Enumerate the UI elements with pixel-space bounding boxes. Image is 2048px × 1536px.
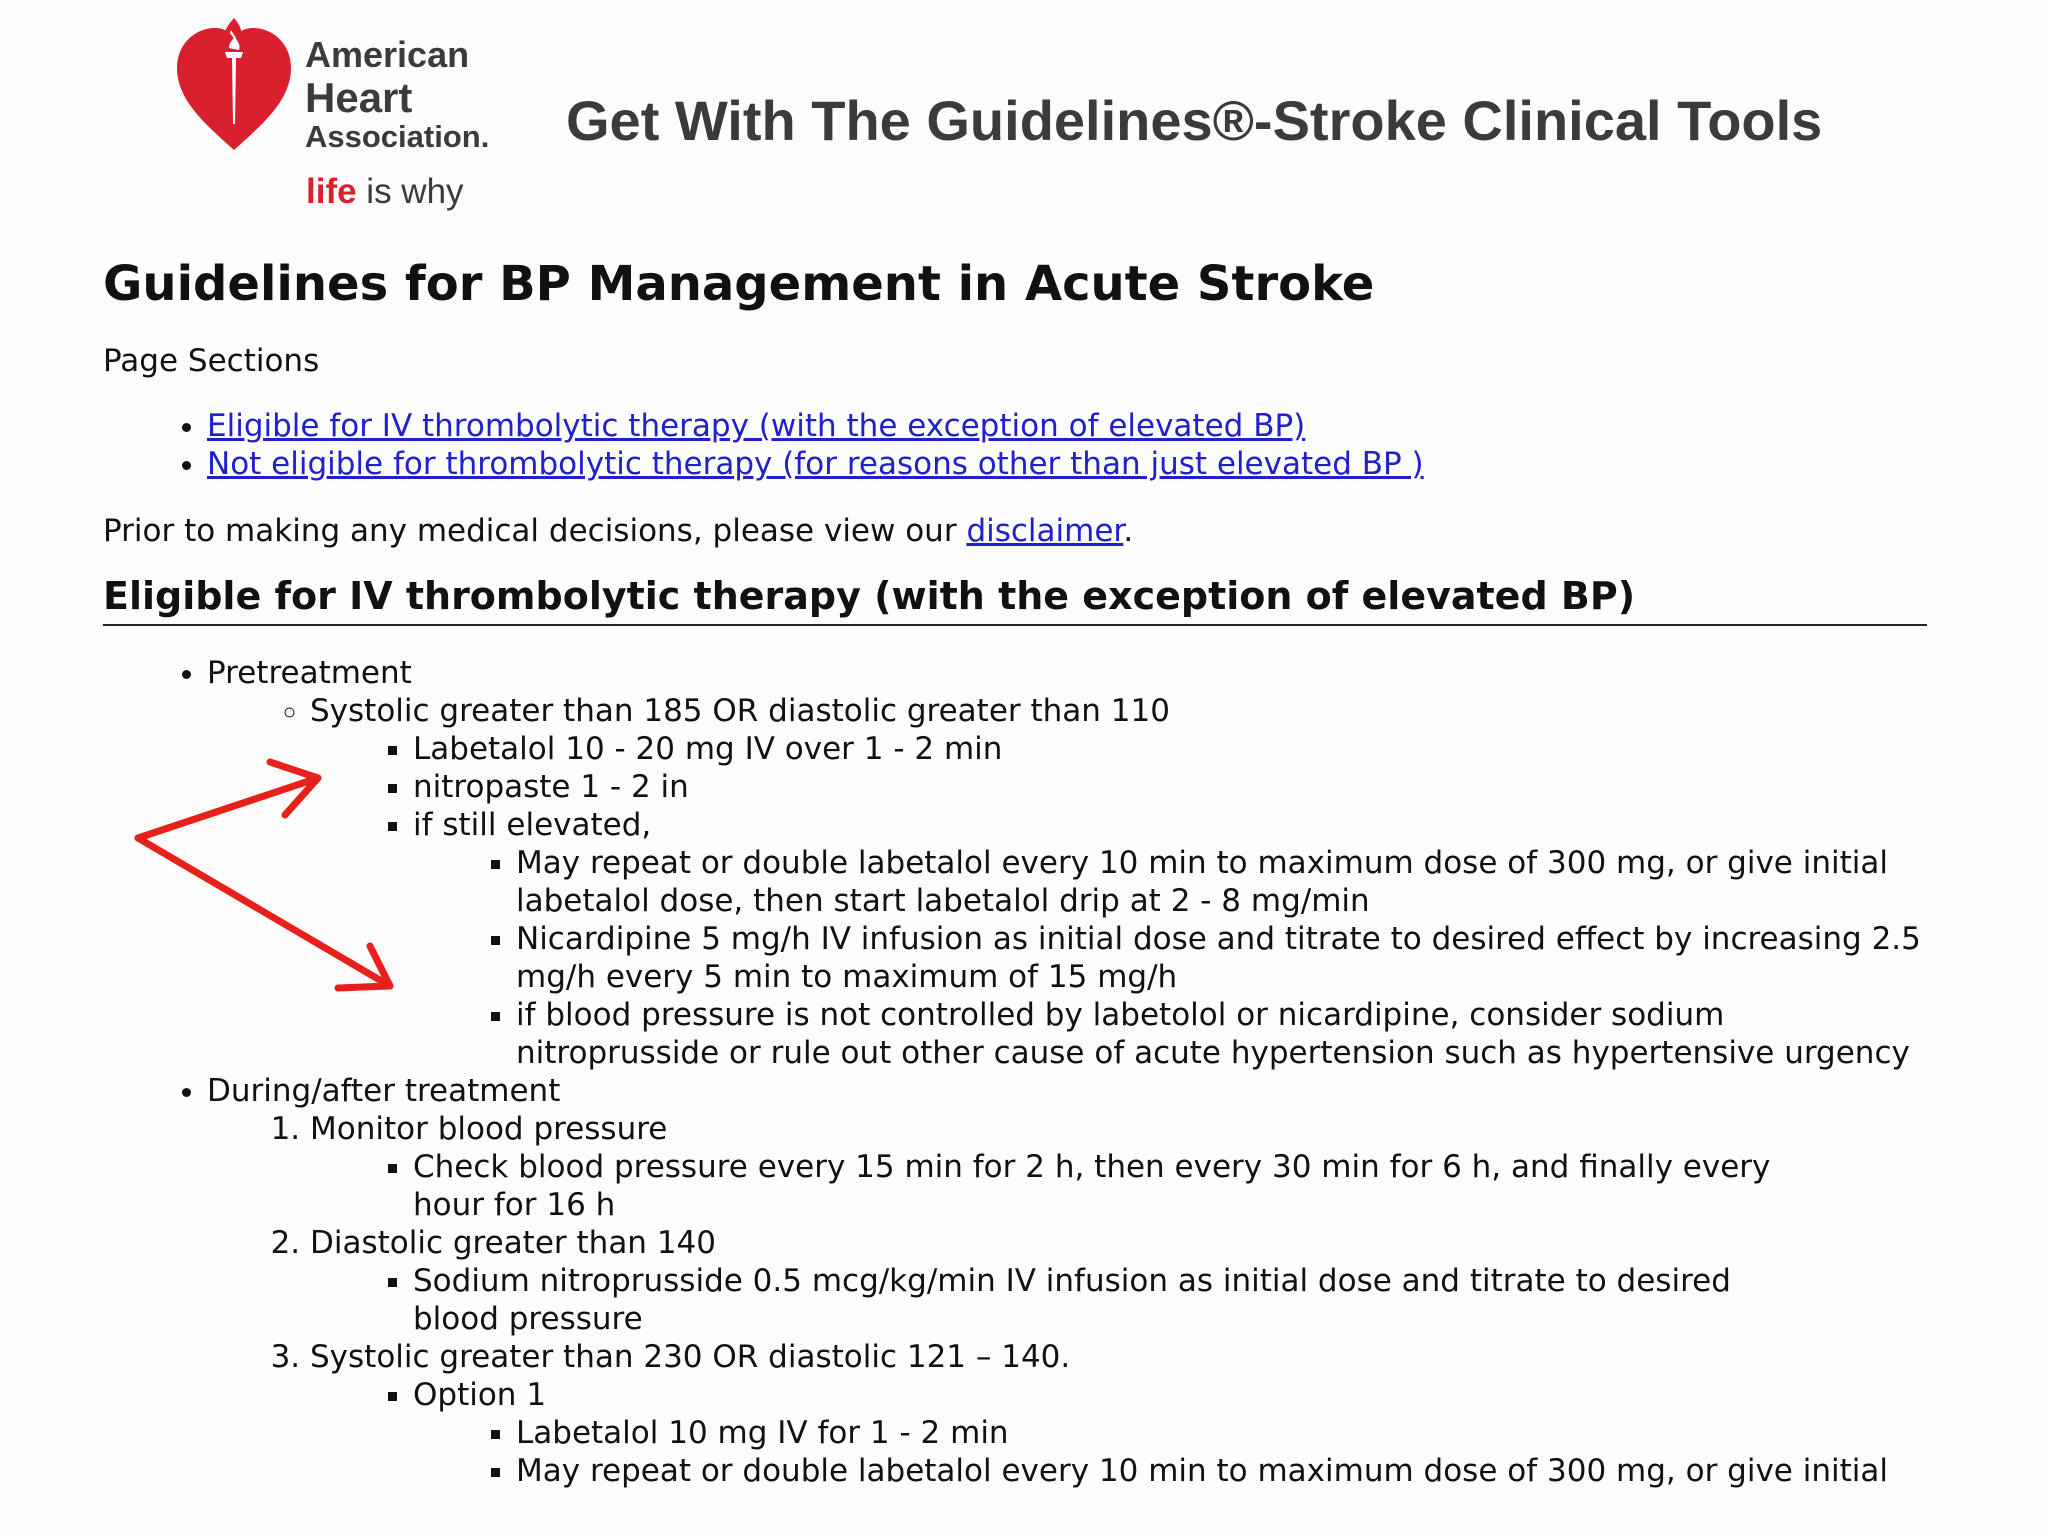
step-items (310, 1148, 1933, 1224)
disclaimer-prefix: Prior to making any medical decisions, please view our (103, 513, 967, 549)
org-name-line2: Heart (305, 73, 413, 121)
step-items (310, 1262, 1933, 1338)
section-heading-eligible: Eligible for IV thrombolytic therapy (with the exception of elevated BP) (103, 574, 1927, 626)
pretreatment-items (310, 730, 1933, 1072)
pretreatment-sublist (207, 692, 1933, 1072)
toc-link-eligible[interactable]: Eligible for IV thrombolytic therapy (with the exception of elevated BP) (207, 408, 1306, 444)
option-items (413, 1414, 1933, 1490)
list-item: ▪ Nicardipine 5 mg/h IV infusion as initial dose and titrate to desired effect by increasing 2.5 mg/h every 5 min to maximum of 15 mg/h (516, 920, 1926, 996)
step-items (310, 1376, 1933, 1490)
tagline-rest: is why (356, 172, 464, 211)
heart-torch-icon (175, 12, 293, 152)
pretreatment-condition: Systolic greater than 185 OR diastolic greater than 110 (310, 693, 1170, 729)
toc-item (207, 407, 1933, 445)
page-sections-list (103, 407, 1933, 483)
list-item: ▪ nitropaste 1 - 2 in (413, 768, 1933, 806)
page-title: Guidelines for BP Management in Acute Stroke (103, 256, 1375, 312)
org-name-line1: American (305, 34, 470, 75)
list-item: ▪ Sodium nitroprusside 0.5 mcg/kg/min IV infusion as initial dose and titrate to desired blood pressure (413, 1262, 1823, 1338)
list-item (310, 1224, 1933, 1338)
disclaimer-link[interactable]: disclaimer (966, 513, 1124, 549)
list-item: ▪ if blood pressure is not controlled by labetolol or nicardipine, consider sodium nitroprusside or rule out other cause of acute hypertension such as hypertensive urgency (516, 996, 1926, 1072)
list-item (310, 692, 1933, 1072)
page-sections-label: Page Sections (103, 343, 320, 379)
still-elevated-items (413, 844, 1933, 1072)
list-item (207, 654, 1933, 1072)
list-item (207, 1072, 1933, 1490)
toc-link-not-eligible[interactable]: Not eligible for thrombolytic therapy (for reasons other than just elevated BP ) (207, 446, 1424, 482)
aha-logo (175, 12, 525, 211)
app-title: Get With The Guidelines®-Stroke Clinical Tools (566, 89, 1823, 152)
list-item (310, 1338, 1933, 1490)
org-name (305, 36, 489, 154)
pretreatment-label: Pretreatment (207, 655, 412, 691)
list-item: ▪ May repeat or double labetalol every 10 min to maximum dose of 300 mg, or give initial labetalol dose, then start labetalol drip at 2 - 8 mg/min (516, 844, 1926, 920)
step-title: Monitor blood pressure (310, 1111, 668, 1147)
option-label: Option 1 (413, 1377, 547, 1413)
still-elevated-label: if still elevated, (413, 807, 652, 843)
during-after-label: During/after treatment (207, 1073, 561, 1109)
tagline-life: life (306, 172, 357, 211)
list-item (310, 1110, 1933, 1224)
step-title: Diastolic greater than 140 (310, 1225, 716, 1261)
list-item: ▪ Check blood pressure every 15 min for 2 h, then every 30 min for 6 h, and finally every hour for 16 h (413, 1148, 1823, 1224)
org-name-line3: Association. (305, 119, 490, 155)
list-item: ▪ May repeat or double labetalol every 10 min to maximum dose of 300 mg, or give initial (516, 1452, 1926, 1490)
disclaimer-suffix: . (1123, 513, 1134, 549)
tagline (306, 172, 464, 212)
list-item: ▪ Labetalol 10 mg IV for 1 - 2 min (516, 1414, 1926, 1452)
during-after-steps (207, 1110, 1933, 1490)
step-title: Systolic greater than 230 OR diastolic 121 – 140. (310, 1339, 1071, 1375)
list-item (413, 1376, 1933, 1490)
main-content (103, 246, 1933, 1490)
disclaimer-notice (103, 513, 1933, 550)
guideline-list (103, 654, 1933, 1490)
list-item (413, 806, 1933, 1072)
list-item: ▪ Labetalol 10 - 20 mg IV over 1 - 2 min (413, 730, 1933, 768)
toc-item (207, 445, 1933, 483)
